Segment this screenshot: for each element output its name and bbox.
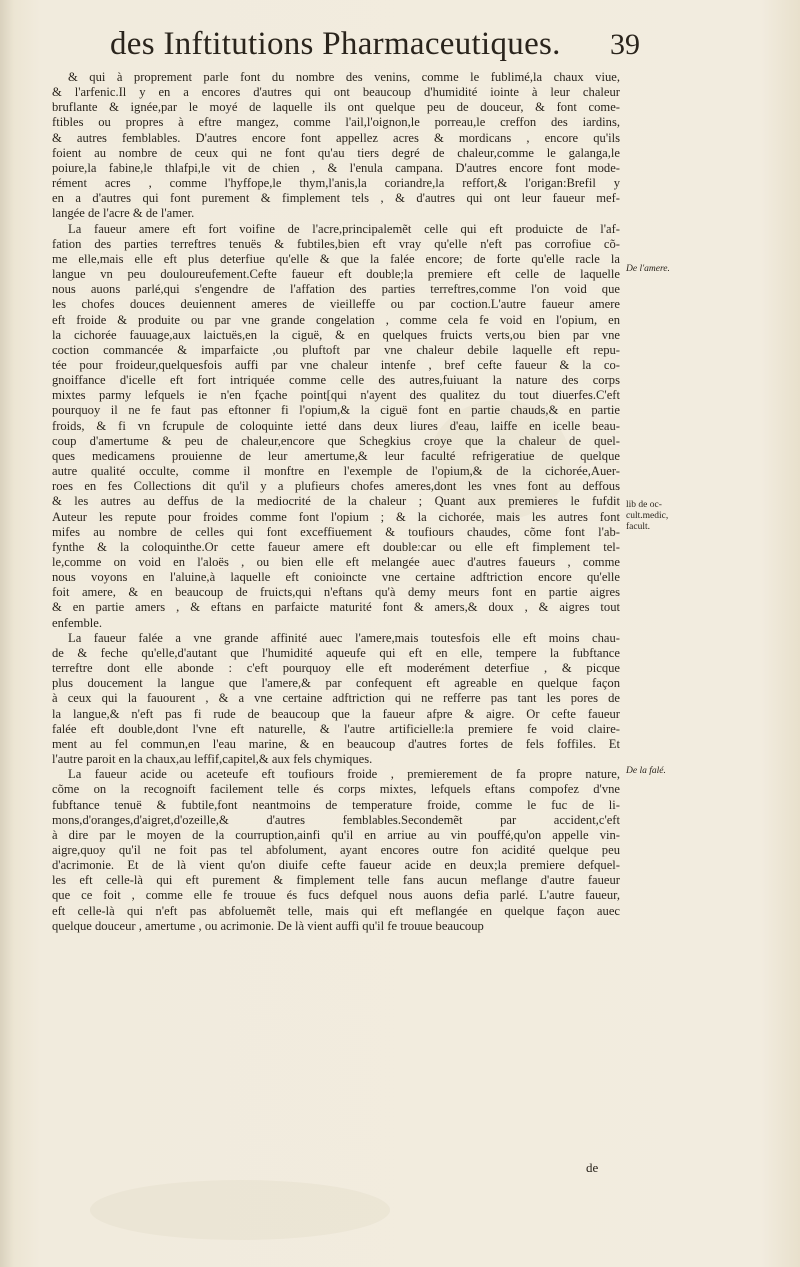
text-line: & qui à proprement parle font du nombre des venins, comme le fublimé,la chaux viue, <box>68 70 620 84</box>
text-line: foient au nombre de ceux qui ne font qu'au tiers degré de chaleur,comme le galanga,le <box>52 145 620 160</box>
text-line: en a d'autres qui font purement & fimplement tels , & d'autres qui ont leur faueur mef- <box>52 191 620 206</box>
text-line: que ce foit , comme elle fe trouue és fucs defquel nous auons defia parlé. L'autre faueur, <box>52 888 620 903</box>
text-line: foit amere, & en beaucoup de fruicts,qui n'eftans qu'à demy meurs font en partie aigres <box>52 585 620 600</box>
text-line: Auteur les repute pour froides comme font l'opium ; & la cichorée, mais les autres font <box>52 509 620 524</box>
text-line: eft froide & produite ou par vne grande congelation , comme cela fe void en l'opium, en <box>52 312 620 327</box>
text-line: nous voyons en l'aluine,à laquelle eft conioincte vne certaine adftriction encore qu'elle <box>52 570 620 585</box>
margin-note-amere: De l'amere. <box>626 264 670 274</box>
text-line: fubftance tenuë & fubtile,font neantmoins de temperature froide, comme le fuc de li- <box>52 797 620 812</box>
paragraph <box>52 631 620 767</box>
text-line: La faueur amere eft fort voifine de l'acre,principalemẽt celle qui eft produicte de l'af- <box>68 221 620 236</box>
text-line: aigre,quoy qu'il ne foit pas tel abfolument, ayant encores outre fon acidité quelque peu <box>52 842 620 857</box>
text-line: langée de l'acre & de l'amer. <box>52 206 195 221</box>
paragraph <box>52 767 620 934</box>
text-line: gnoiffance d'icelle eft fort intriquée comme celle des autres,fuiuant la nature des corps <box>52 373 620 388</box>
text-line: coup d'amertume & peu de chaleur,encore que Schegkius croye que la chaleur de quel- <box>52 433 620 448</box>
text-line: coction commancée & imparfaicte ,ou pluftoft par vne chaleur debile laquelle eft repu- <box>52 342 620 357</box>
text-line: nous auons parlé,qui s'engendre de l'affation des parties terreftres,comme l'on void que <box>52 282 620 297</box>
text-line: fynthe & la coloquinthe.Or cette faueur amere eft double:car ou elle eft fimplement tel- <box>52 539 620 554</box>
text-line: & autres femblables. D'autres encore font appellez acres & mordicans , encore qu'ils <box>52 130 620 145</box>
text-line: ques medicamens prouienne de leur amertume,& leur faculté refrigeratiue de quelque <box>52 448 620 463</box>
text-line: bruflante & ignée,par le moyé de laquelle ils ont quelque peu de douceur, & font come- <box>52 100 620 115</box>
body-text <box>52 70 620 934</box>
paragraph <box>52 222 620 631</box>
text-line: enfemble. <box>52 615 102 630</box>
text-line: d'acrimonie. Et de là vient qu'on diuife cefte faueur acide en deux;la premiere defquel- <box>52 858 620 873</box>
paragraph <box>52 70 620 222</box>
text-line: à dire par le moyen de la courruption,ainfi qu'il en arriue au vin pouffé,qu'on appelle vin- <box>52 827 620 842</box>
text-line: me elle,mais elle eft plus deterfiue qu'elle & que la falée encore; de forte qu'elle racle la <box>52 251 620 266</box>
text-line: la langue,& n'eft pas fi rude de beaucoup que la faueur afpre & aigre. Or cefte faueur <box>52 706 620 721</box>
text-line: & en partie amers , & eftans en parfaicte maturité font & amers,& doux , & aigres tout <box>52 600 620 615</box>
margin-note-reference-2: cult.medic, <box>626 511 669 521</box>
text-line: autre qualité occulte, comme il monftre en l'exemple de l'opium,& de la cichorée,Auer- <box>52 464 620 479</box>
text-line: & les autres au deffus de la mediocrité de la chaleur ; Quant aux premieres le fufdit <box>52 494 620 509</box>
text-line: de & feche qu'elle,d'autant que l'humidité aqueufe qui eft en elle, tempere la fubftance <box>52 645 620 660</box>
catchword: de <box>586 1160 599 1175</box>
text-line: fation des parties terreftres tenuës & fubtiles,bien eft vray qu'elle n'eft pas corrofiue cõ- <box>52 236 620 251</box>
text-line: plus doucement la langue que l'amere,& par confequent eft agreable en quelque façon <box>52 676 620 691</box>
text-line: roes en fes Collections dit qu'il y a plufieurs chofes ameres,dont les vnes font au deffous <box>52 479 620 494</box>
text-line: falée eft double,dont l'vne eft naturelle, & l'autre artificielle:la premiere fe void claire- <box>52 721 620 736</box>
text-line: l'autre paroit en la chaux,au leffif,capitel,& aux fels chymiques. <box>52 752 373 767</box>
text-line: eft celle-là qui n'eft pas abfoluemẽt telle, mais qui eft meflangée en quelque façon auec <box>52 903 620 918</box>
text-line: langue vn peu douloureufement.Cefte faueur eft double;la premiere eft celle de laquelle <box>52 267 620 282</box>
text-line: tée pour froideur,quelquesfois auffi par vne chaleur intenfe , bref cefte faueur & la co- <box>52 357 620 372</box>
text-line: ment au fel commun,en l'eau marine, & en beaucoup d'autres fortes de fels foffiles. Et <box>52 736 620 751</box>
text-line: froids, & fi vn fcrupule de coloquinte ietté dans deux liures d'eau, laiffe en icelle beau- <box>52 418 620 433</box>
text-line: mixtes parmy lefquels ie n'en fçache point[qui n'ayent des qualitez du tout diuerfes.C'eft <box>52 388 620 403</box>
text-line: les eft celle-là qui eft purement & fimplement telle fans aucun meflange d'autre faueur <box>52 873 620 888</box>
text-line: ftibles ou propres à eftre mangez, comme l'ail,l'oignon,le porreau,le creffon des iardins, <box>52 115 620 130</box>
text-line: terreftre dont elle abonde : c'eft pourquoy elle eft moderément deterfiue , & picque <box>52 661 620 676</box>
text-line: & l'arfenic.Il y en a encores d'autres qui ont beaucoup d'humidité iointe à leur chaleur <box>52 85 620 100</box>
text-line: à ceux qui la fauourent , & a vne certaine adftriction qui ne refferre pas tant les pores de <box>52 691 620 706</box>
text-line: mifes au nombre de celles qui font exceffiuement & toufiours chaudes, cõme font l'ab- <box>52 524 620 539</box>
text-line: les chofes douces deuiennent ameres de vieilleffe ou par coction.L'autre faueur amere <box>52 297 620 312</box>
margin-note-reference-1: lib de oc- <box>626 500 662 510</box>
text-line: rément acres , comme l'hyffope,le thym,l'anis,la coriandre,la reffort,& l'origan:Brefil y <box>52 176 620 191</box>
text-line: quelque douceur , amertume , ou acrimonie. De là vient auffi qu'il fe trouue beaucoup <box>52 918 484 933</box>
page-number: 39 <box>610 28 640 61</box>
text-line: pourquoy il ne fe faut pas eftonner fi l'opium,& la ciguë font en partie chauds,& en partie <box>52 403 620 418</box>
text-line: La faueur acide ou aceteufe eft toufiours froide , premierement de fa propre nature, <box>68 767 620 782</box>
text-line: la cichorée fauuage,aux laictuës,en la ciguë, & en quelques fruicts verts,ou bien par vne <box>52 327 620 342</box>
text-line: mons,d'oranges,d'aigret,d'ozeille,& d'autres femblables.Secondemẽt par accident,c'eft <box>52 812 620 827</box>
text-line: poiure,la fabine,le thlafpi,le vit de chien , & l'enula campana. D'autres encore font mode- <box>52 160 620 175</box>
margin-note-reference-3: facult. <box>626 522 651 532</box>
text-line: La faueur falée a vne grande affinité auec l'amere,mais toutesfois elle eft moins chau- <box>68 630 620 645</box>
text-line: le,comme on void en l'aloës , ou bien elle eft melangée auec d'autres faueurs , comme <box>52 555 620 569</box>
text-line: cõme on la recognoift facilement telle és corps mixtes, lefquels eftans compofez d'vne <box>52 782 620 797</box>
page-header <box>110 26 640 70</box>
margin-note-salee: De la falé. <box>626 766 666 776</box>
running-title: des Inftitutions Pharmaceutiques. <box>110 26 561 62</box>
